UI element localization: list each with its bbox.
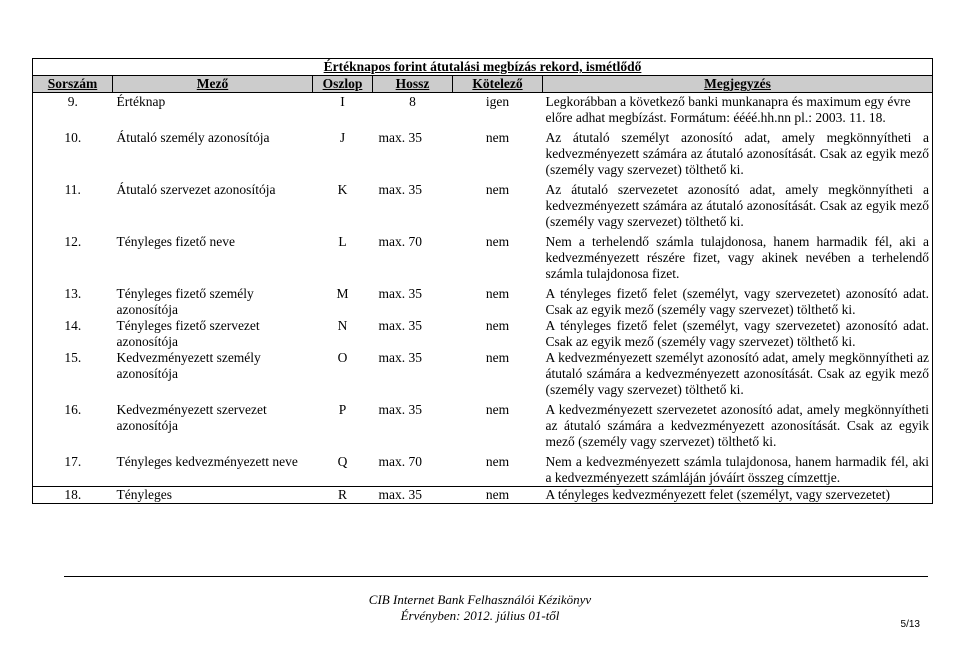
row-num: 10. xyxy=(33,130,113,178)
footer-divider xyxy=(64,576,928,577)
row-column: J xyxy=(339,130,346,145)
row-field: Átutaló személy azonosítója xyxy=(116,130,270,145)
row-length: max. 35 xyxy=(378,286,422,301)
row-required: nem xyxy=(485,402,510,417)
header-length: Hossz xyxy=(373,76,453,93)
table-row xyxy=(33,402,933,450)
row-required: nem xyxy=(485,286,510,301)
row-field: Tényleges kedvezményezett neve xyxy=(116,454,298,469)
record-spec-table xyxy=(32,58,933,504)
row-note: Legkorábban a következő banki munkanapra és maximum egy évre előre adhat megbízást. Formátum: éééé.hh.nn pl.: 2003. 11. 18. xyxy=(543,93,933,127)
row-column: L xyxy=(338,234,347,249)
row-required: nem xyxy=(485,182,510,197)
row-column: K xyxy=(337,182,348,197)
row-field: Tényleges fizető személy azonosítója xyxy=(116,286,254,317)
table-row xyxy=(33,318,933,350)
row-num: 17. xyxy=(33,454,113,487)
table-row xyxy=(33,182,933,230)
row-column: P xyxy=(338,402,347,417)
row-required: nem xyxy=(485,350,510,365)
table-row xyxy=(33,487,933,504)
row-num: 16. xyxy=(33,402,113,450)
row-column: R xyxy=(313,487,373,504)
header-column: Oszlop xyxy=(313,76,373,93)
row-column: M xyxy=(336,286,349,301)
row-required: nem xyxy=(485,454,510,469)
footer-validity: Érvényben: 2012. július 01-től xyxy=(400,608,560,623)
table-row xyxy=(33,286,933,318)
header-required: Kötelező xyxy=(453,76,543,93)
row-required: nem xyxy=(453,487,543,504)
table-title: Értéknapos forint átutalási megbízás rekord, ismétlődő xyxy=(33,59,933,76)
row-length: max. 35 xyxy=(378,402,422,417)
row-note: A tényleges fizető felet (személyt, vagy szervezetet) azonosító adat. Csak az egyik mező (személy vagy szervezet) tölthető ki. xyxy=(543,286,933,318)
table-row xyxy=(33,93,933,127)
row-column: I xyxy=(340,94,345,109)
row-field: Értéknap xyxy=(116,94,166,109)
row-required: igen xyxy=(485,94,510,109)
row-num: 12. xyxy=(33,234,113,282)
row-length: max. 35 xyxy=(378,350,422,365)
row-note: A kedvezményezett személyt azonosító adat, amely megkönnyítheti az átutaló számára a kedvezményezett azonosítását. Csak az egyik mező (személy vagy szervezet) tölthető ki. xyxy=(543,350,933,398)
row-num: 15. xyxy=(33,350,113,398)
row-required: nem xyxy=(485,318,510,333)
table-row xyxy=(33,350,933,398)
row-length: max. 35 xyxy=(378,318,422,333)
row-length: max. 35 xyxy=(373,487,453,504)
footer-title: CIB Internet Bank Felhasználói Kézikönyv xyxy=(368,592,592,607)
table-row xyxy=(33,454,933,487)
row-column: O xyxy=(337,350,348,365)
row-num: 9. xyxy=(33,93,113,127)
row-length: max. 35 xyxy=(378,130,422,145)
row-required: nem xyxy=(485,234,510,249)
row-num: 13. xyxy=(33,286,113,318)
row-field: Tényleges fizető szervezet azonosítója xyxy=(116,318,260,349)
row-required: nem xyxy=(485,130,510,145)
row-column: N xyxy=(337,318,348,333)
table-row xyxy=(33,234,933,282)
header-field: Mező xyxy=(113,76,313,93)
row-column: Q xyxy=(337,454,348,469)
row-note: A tényleges fizető felet (személyt, vagy szervezetet) azonosító adat. Csak az egyik mező (személy vagy szervezet) tölthető ki. xyxy=(543,318,933,350)
header-num: Sorszám xyxy=(33,76,113,93)
header-note: Megjegyzés xyxy=(543,76,933,93)
table-header-row xyxy=(33,76,933,93)
row-note: A tényleges kedvezményezett felet (személyt, vagy szervezetet) xyxy=(543,487,933,504)
row-note: Az átutaló személyt azonosító adat, amely megkönnyítheti a kedvezményezett számára az átutaló azonosítását. Csak az egyik mező (személy vagy szervezet) tölthető ki. xyxy=(543,130,933,178)
row-num: 14. xyxy=(33,318,113,350)
row-length: max. 70 xyxy=(378,234,422,249)
row-num: 11. xyxy=(33,182,113,230)
table-title-row xyxy=(33,59,933,76)
row-field: Tényleges fizető neve xyxy=(116,234,235,249)
row-note: Az átutaló szervezetet azonosító adat, amely megkönnyítheti a kedvezményezett számára az átutaló azonosítását. Csak az egyik mező (személy vagy szervezet) tölthető ki. xyxy=(543,182,933,230)
table-row xyxy=(33,130,933,178)
row-field: Kedvezményezett személy azonosítója xyxy=(116,350,261,381)
row-field: Átutaló szervezet azonosítója xyxy=(116,182,276,197)
row-length: 8 xyxy=(409,94,416,109)
row-field: Kedvezményezett szervezet azonosítója xyxy=(116,402,267,433)
row-note: Nem a kedvezményezett számla tulajdonosa, hanem harmadik fél, aki a kedvezményezett számláján jóváírt összeg címzettje. xyxy=(543,454,933,487)
row-field: Tényleges xyxy=(113,487,313,504)
row-note: Nem a terhelendő számla tulajdonosa, hanem harmadik fél, aki a kedvezményezett részére fizet, vagy akinek nevében a terhelendő számla tulajdonosa fizet. xyxy=(543,234,933,282)
row-num: 18. xyxy=(33,487,113,504)
page-number: 5/13 xyxy=(900,619,920,630)
row-note: A kedvezményezett szervezetet azonosító adat, amely megkönnyítheti az átutaló számára a kedvezményezett azonosítását. Csak az egyik mező (személy vagy szervezet) tölthető ki. xyxy=(543,402,933,450)
row-length: max. 35 xyxy=(378,182,422,197)
row-length: max. 70 xyxy=(378,454,422,469)
